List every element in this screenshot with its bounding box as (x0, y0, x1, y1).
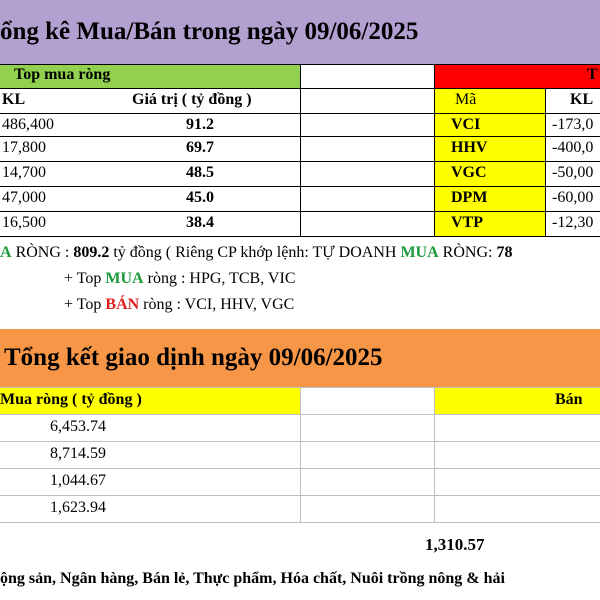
top-buy-header-cell (0, 64, 300, 88)
sell-row-kl: -50,00 (552, 164, 594, 181)
section2-header-spacer (301, 388, 434, 414)
buy-row-kl: 16,500 (2, 214, 46, 231)
buy-row-value: 45.0 (186, 189, 214, 206)
top-buy-line: + Top MUA ròng : HPG, TCB, VIC (64, 270, 296, 287)
summary-tail: 78 (496, 244, 513, 261)
sell-row-ma-cell (435, 137, 545, 162)
top-sell-line: + Top BÁN ròng : VCI, HHV, VGC (64, 296, 295, 313)
top-sell-keyword: BÁN (105, 296, 140, 313)
sell-row-ma: DPM (451, 189, 488, 206)
section1-title: ổng kê Mua/Bán trong ngày 09/06/2025 (0, 18, 419, 45)
net-buy-row-value: 6,453.74 (50, 418, 106, 435)
sector-list: ộng sản, Ngân hàng, Bán lẻ, Thực phẩm, Hóa chất, Nuôi trồng nông & hải (0, 570, 505, 587)
col-ma-header: Mã (455, 91, 477, 108)
top-buy-header: Top mua ròng (14, 66, 111, 83)
net-sell-col-header-cell (435, 388, 600, 414)
section2-title: Tổng kết giao dịnh ngày 09/06/2025 (4, 344, 383, 371)
net-total-value: 1,310.57 (425, 535, 485, 554)
buy-row-kl: 486,400 (2, 116, 54, 133)
sell-row-kl: -173,0 (552, 116, 594, 133)
net-buy-col-header: Mua ròng ( tỷ đồng ) (0, 391, 142, 408)
buy-row-value: 69.7 (186, 139, 214, 156)
net-buy-summary: A RÒNG : 809.2 tỷ đồng ( Riêng CP khớp lệnh: TỰ DOANH MUA RÒNG: 78 (0, 244, 513, 261)
sell-row-kl: -12,30 (552, 214, 594, 231)
buy-row-kl: 14,700 (2, 164, 46, 181)
sell-row-ma-cell (435, 187, 545, 212)
sell-row-kl: -60,00 (552, 189, 594, 206)
top-sell-header-cell (435, 64, 600, 88)
sell-row-ma-cell (435, 162, 545, 187)
section1-title-banner (0, 0, 600, 64)
net-buy-row-value: 1,623.94 (50, 499, 106, 516)
sell-row-kl: -400,0 (552, 139, 594, 156)
header-spacer-cell (301, 64, 433, 88)
buy-row-kl: 47,000 (2, 189, 46, 206)
net-sell-col-header: Bán (555, 391, 583, 408)
buy-row-value: 48.5 (186, 164, 214, 181)
sell-row-ma: VCI (451, 116, 481, 133)
summary-mua-keyword: MUA (400, 244, 439, 261)
buy-row-value: 38.4 (186, 214, 214, 231)
col-kl2-header: KL (570, 91, 594, 108)
sell-row-ma-cell (435, 114, 545, 137)
net-buy-row-value: 1,044.67 (50, 472, 106, 489)
sell-row-ma: VGC (451, 164, 487, 181)
sell-row-ma: HHV (451, 139, 488, 156)
net-buy-col-header-cell (0, 388, 300, 414)
sell-row-ma-cell (435, 212, 545, 236)
top-sell-header: T (587, 66, 598, 83)
summary-mua-fragment: A (0, 244, 12, 261)
sell-row-ma: VTP (451, 214, 483, 231)
col-kl-header: KL (2, 91, 26, 108)
net-buy-row-value: 8,714.59 (50, 445, 106, 462)
buy-col-header-row (0, 89, 300, 113)
buy-row-value: 91.2 (186, 116, 214, 133)
col-ma-header-cell (435, 89, 545, 113)
summary-total: 809.2 (73, 244, 110, 261)
buy-row-kl: 17,800 (2, 139, 46, 156)
col-value-header: Giá trị ( tỷ đồng ) (132, 91, 252, 108)
top-buy-keyword: MUA (105, 270, 144, 287)
section2-title-banner (0, 329, 600, 387)
col-kl2-header-cell (546, 89, 600, 113)
